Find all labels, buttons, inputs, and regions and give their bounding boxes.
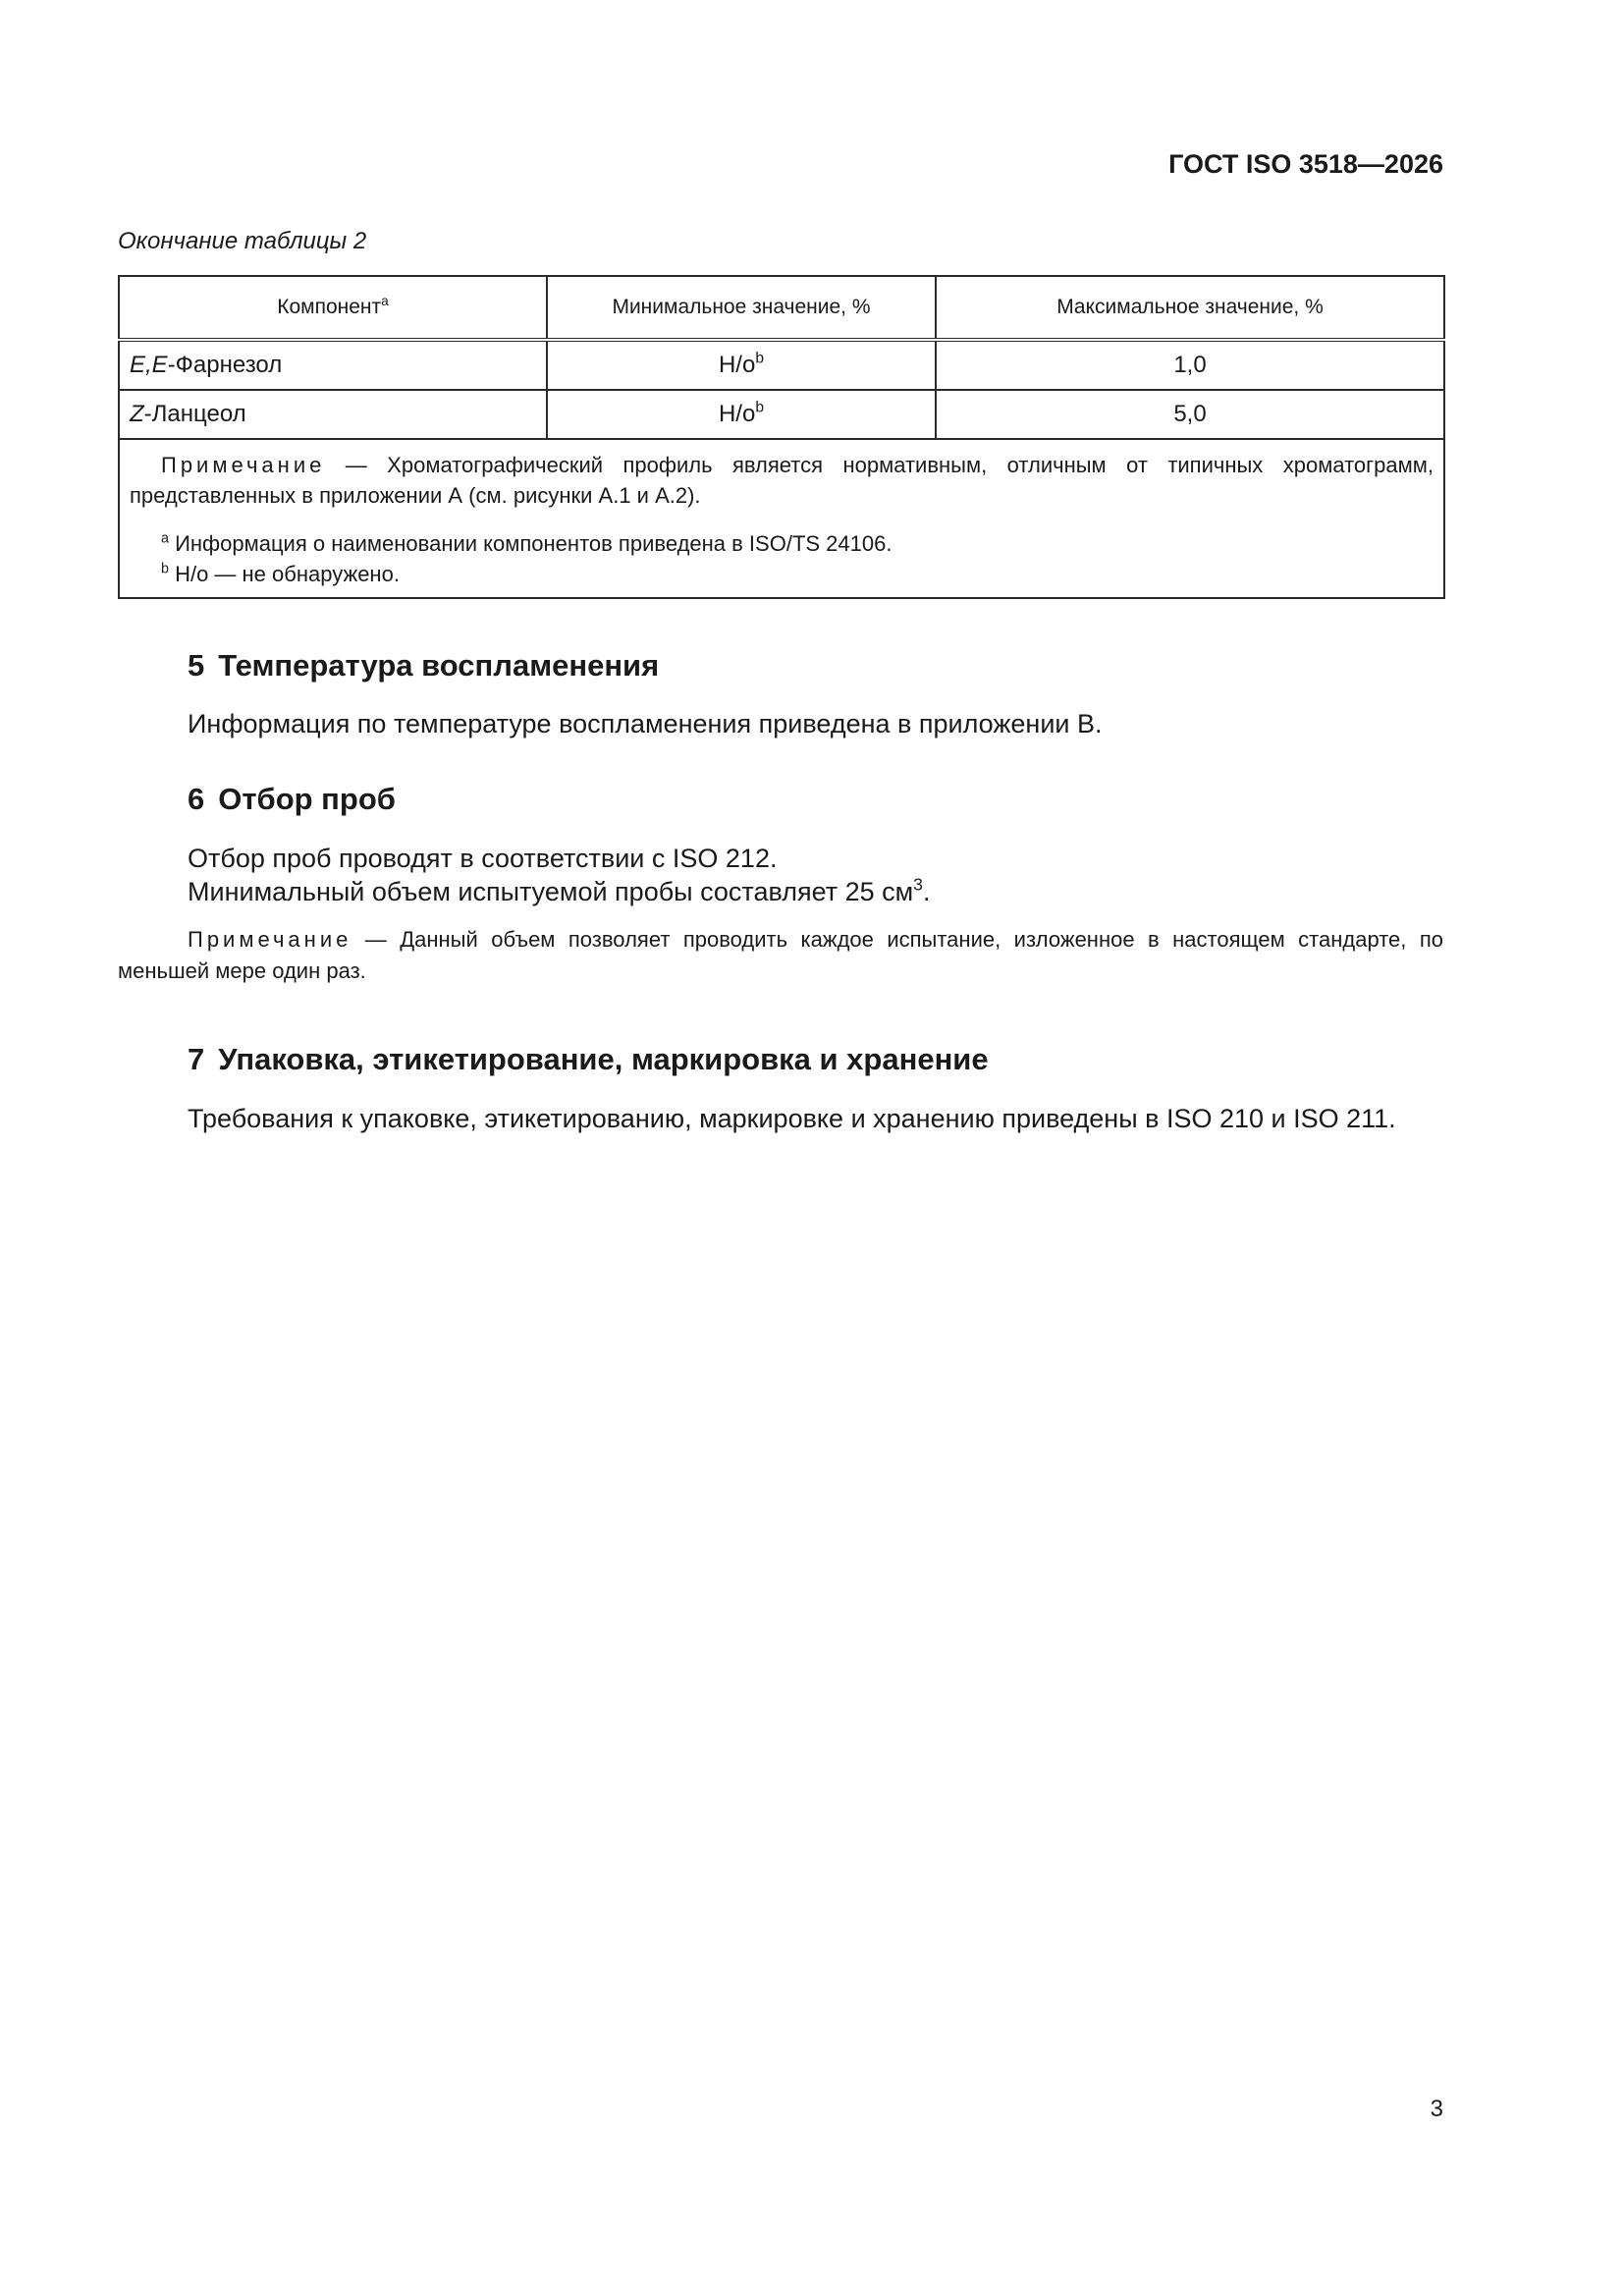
section-7-heading: 7 Упаковка, этикетирование, маркировка и хранение (188, 1042, 989, 1076)
section-6-heading: 6 Отбор проб (188, 782, 396, 816)
component-name: Z-Ланцеол (119, 390, 547, 439)
section-7-text: Требования к упаковке, этикетированию, маркировке и хранению приведены в ISO 210 и ISO 211. (188, 1104, 1396, 1133)
footnote-b: $^b$ Н/о — не обнаружено. (161, 561, 400, 586)
table-note (119, 439, 1444, 598)
section-5-text: Информация по температуре воспламенения приведена в приложении В. (188, 709, 1103, 738)
header-min-value: Минимальное значение, % (547, 276, 936, 340)
header-max-value: Максимальное значение, % (936, 276, 1444, 340)
section-6-note: Примечание — Данный объем позволяет проводить каждое испытание, изложенное в настоящем стандарте, по меньшей мере один раз. (118, 927, 1443, 983)
section-5-heading: 5 Температура воспламенения (188, 648, 660, 683)
min-value: $Н/о^b$ (547, 340, 936, 390)
table-note-row (119, 439, 1444, 598)
max-value: 1,0 (936, 340, 1444, 390)
section-6-line-1: Отбор проб проводят в соответствии с ISO 212. (188, 844, 778, 873)
min-value: $Н/о^b$ (547, 390, 936, 439)
components-table (118, 275, 1445, 599)
max-value: 5,0 (936, 390, 1444, 439)
document-id: ГОСТ ISO 3518—2026 (1168, 149, 1443, 179)
component-name: E,E-Фарнезол (119, 340, 547, 390)
table-header-row (119, 276, 1444, 340)
table-row (119, 340, 1444, 390)
table-row (119, 390, 1444, 439)
header-component: Компонент$^a$ (119, 276, 547, 340)
section-6-line-2: Минимальный объем испытуемой пробы составляет 25 $см^3$. (188, 874, 931, 906)
footnote-a: $^a$ Информация о наименовании компонентов приведена в ISO/TS 24106. (161, 530, 893, 556)
table-caption: Окончание таблицы 2 (118, 228, 367, 254)
page-number: 3 (1430, 2096, 1443, 2122)
table-note-text: Примечание — Хроматографический профиль является нормативным, отличным от типичных хроматограмм, представленных в приложении А (см. рисунки А.1 и А.2). (130, 453, 1434, 508)
